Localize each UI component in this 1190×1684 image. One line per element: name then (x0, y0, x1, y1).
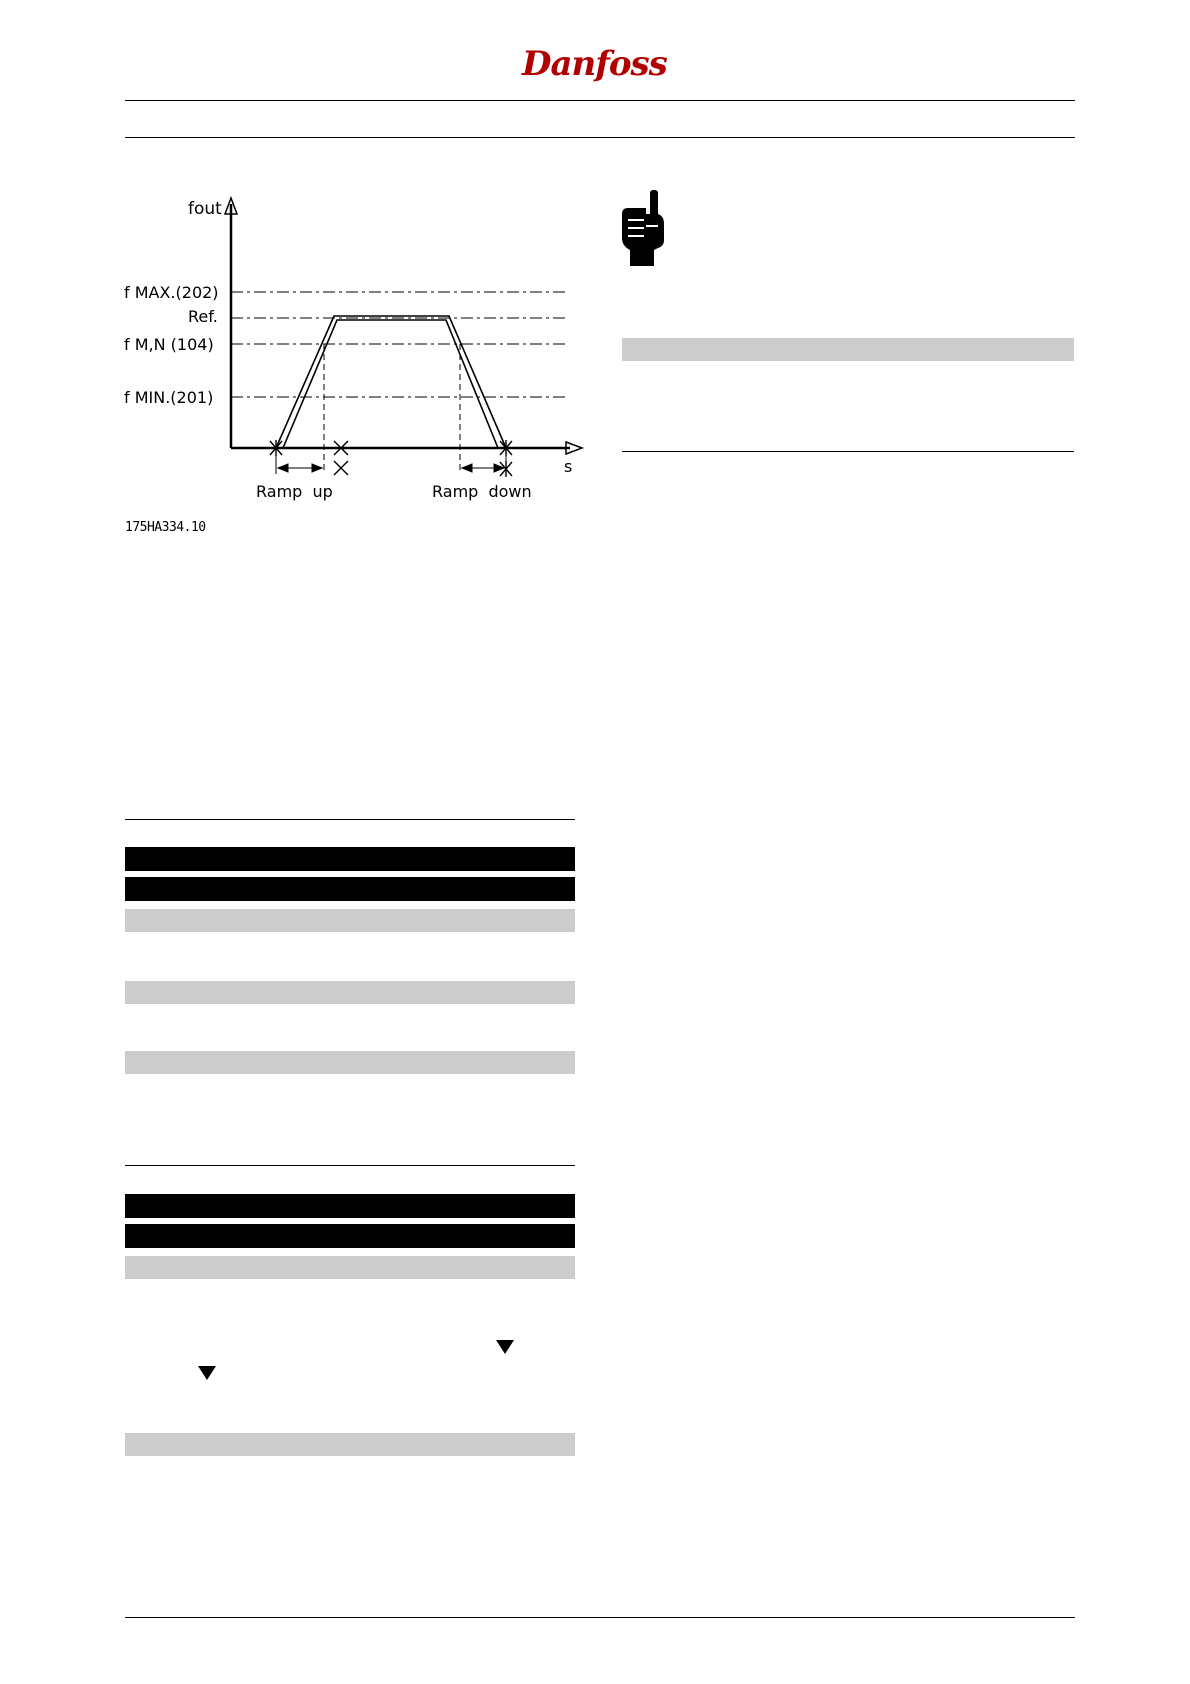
pointing-hand-icon (618, 190, 670, 268)
fmn-label: f M,N (104) (124, 335, 214, 354)
danfoss-logo: Danfoss (522, 44, 667, 84)
section2-black-bar-1 (125, 1194, 575, 1218)
ref-label: Ref. (188, 307, 218, 326)
fmin-label: f MIN.(201) (124, 388, 214, 407)
right-section-rule (622, 451, 1074, 452)
fmax-label: f MAX.(202) (124, 283, 219, 302)
section2-rule (125, 1165, 575, 1166)
ramp-curve-inner (283, 320, 498, 448)
ramp-up-dimension (278, 464, 322, 472)
right-gray-bar (622, 338, 1074, 361)
section1-rule (125, 819, 575, 820)
section2-gray-bar-1 (125, 1256, 575, 1279)
x-axis-label: s (564, 457, 573, 476)
ramp-down-label: Ramp down (432, 482, 532, 501)
header-rule-bottom (125, 137, 1075, 138)
footer-rule (125, 1617, 1075, 1618)
ramp-up-cross-2 (334, 461, 348, 475)
ramp-diagram (120, 190, 590, 515)
section2-black-bar-2 (125, 1224, 575, 1248)
figure-code: 175HA334.10 (125, 520, 206, 535)
header-rule-top (125, 100, 1075, 101)
ramp-down-dimension (462, 464, 504, 472)
section1-gray-bar-2 (125, 981, 575, 1004)
section1-black-bar-2 (125, 877, 575, 901)
y-axis-label: fout (188, 199, 222, 219)
down-triangle-icon (496, 1340, 514, 1354)
down-triangle-icon-2 (198, 1366, 216, 1380)
ramp-up-label: Ramp up (256, 482, 333, 501)
section1-gray-bar-1 (125, 909, 575, 932)
section1-black-bar-1 (125, 847, 575, 871)
section2-gray-bar-2 (125, 1433, 575, 1456)
section1-gray-bar-3 (125, 1051, 575, 1074)
